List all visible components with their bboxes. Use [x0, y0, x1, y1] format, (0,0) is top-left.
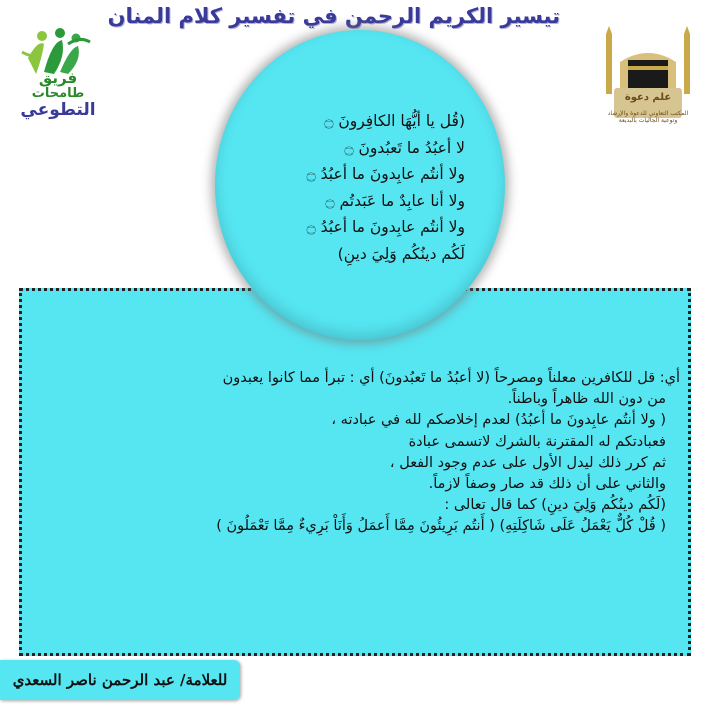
tafsir-line: ( ولا أنتُم عابِدونَ ما أعبُدُ) لعدم إخلاصكم لله في عبادته ،	[331, 412, 666, 429]
tafsir-line: (لَكُم دينُكُم وَلِيَ دينِ) كما قال تعالى :	[444, 497, 666, 514]
tafsir-line: فعبادتكم له المقترنة بالشرك لاتسمى عبادة	[408, 433, 666, 450]
team-logo-line3: التطوعي	[20, 100, 96, 120]
page-title: تيسير الكريم الرحمن في تفسير كلام المنان	[107, 4, 560, 28]
kaaba-emblem	[600, 22, 696, 127]
team-logo-text	[8, 70, 108, 118]
emblem-subtitle: المكتب التعاوني للدعوة والإرشاد وتوعية الجاليات بالبديعة	[607, 110, 689, 124]
tafsir-line: والثاني على أن ذلك قد صار وصفاً لازماً.	[428, 476, 666, 493]
author-label: للعلامة/ عبد الرحمن ناصر السعدي	[0, 660, 240, 700]
verse-line: ولا أنتُم عابِدونَ ما أعبُدُ ۝	[306, 218, 465, 236]
verse-line: (قُل يا أيُّهَا الكافِرونَ ۝	[324, 112, 465, 130]
verse-line: لا أعبُدُ ما تَعبُدونَ ۝	[344, 138, 465, 157]
tafsir-text	[30, 368, 680, 538]
team-logo-line1: فريق	[38, 69, 78, 87]
tafsir-line: ( قُلْ كُلٌّ يَعْمَلُ عَلَى شَاكِلَتِهِ) ( أَنتُم بَرِيئُونَ مِمَّا أَعمَلُ وَأَنَاْ بَرِيءٌ مِمَّا تَعْمَلُونَ )	[216, 518, 666, 535]
verse-line: ولا أنا عابِدٌ ما عَبَدتُم ۝	[325, 191, 465, 210]
tafsir-line: من دون الله ظاهراً وباطناً.	[507, 391, 666, 408]
tafsir-line: أي: قل للكافرين معلناً ومصرحاً (لا أعبُدُ ما تَعبُدونَ) أي : تبرأ مما كانوا يعبدون	[222, 370, 680, 386]
verse-line: ولا أنتُم عابِدونَ ما أعبُدُ ۝	[306, 165, 465, 183]
team-logo-line2: طامحات	[31, 86, 85, 101]
emblem-title: علم دعوة	[624, 92, 672, 103]
team-logo	[8, 28, 108, 118]
tafsir-line: ثم كرر ذلك ليدل الأول على عدم وجود الفعل ،	[389, 454, 666, 471]
verse-block	[265, 108, 465, 267]
verse-line: لَكُم دينُكُم وَلِيَ دينِ)	[337, 244, 465, 263]
